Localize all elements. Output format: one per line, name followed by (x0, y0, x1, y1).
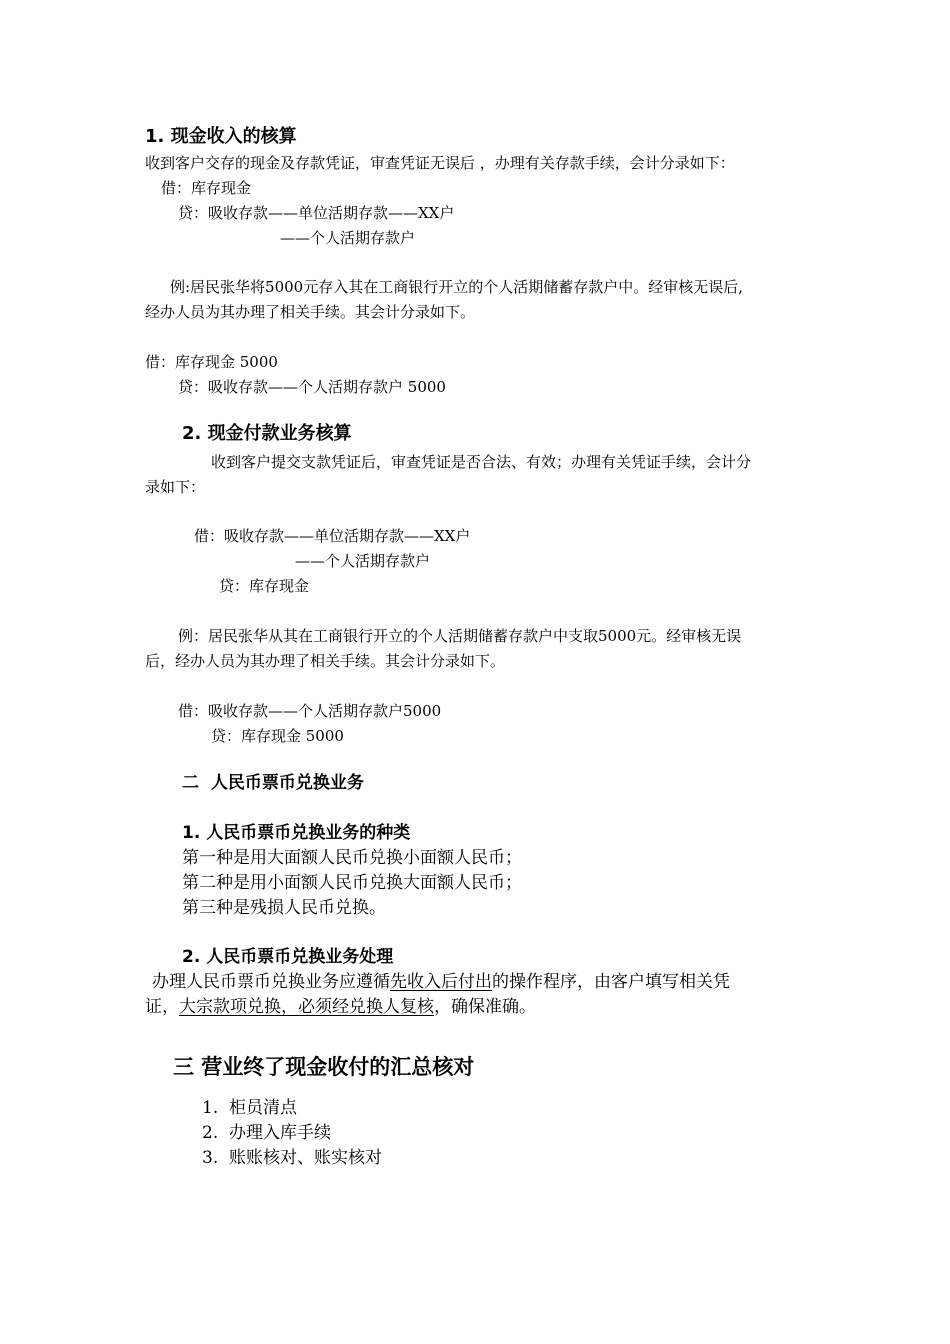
emphasis-underline: 大宗款项兑换，必须经兑换人复核 (179, 997, 434, 1017)
emphasis-underline: 先收入后付出 (390, 972, 492, 992)
section-2-debit-1: 借：吸收存款——单位活期存款——XX户 (194, 527, 471, 545)
section-1-example-debit: 借：库存现金 5000 (145, 353, 278, 371)
section-2-credit: 贷：库存现金 (219, 577, 310, 595)
section-1-heading: 1. 现金收入的核算 (145, 126, 297, 147)
section-1-intro: 收到客户交存的现金及存款凭证，审查凭证无误后 ，办理有关存款手续，会计分录如下： (145, 154, 735, 172)
part-3-heading: 三 营业终了现金收付的汇总核对 (173, 1055, 475, 1079)
section-2-example-line-2: 后，经办人员为其办理了相关手续。其会计分录如下。 (145, 652, 506, 670)
part-3-item: 3. 账账核对、账实核对 (202, 1148, 383, 1168)
section-2-heading: 2. 现金付款业务核算 (182, 423, 352, 444)
part-2-sub-1-item: 第一种是用大面额人民币兑换小面额人民币； (182, 848, 522, 868)
part-2-sub-1-item: 第三种是残损人民币兑换。 (182, 898, 386, 918)
section-2-debit-2: ——个人活期存款户 (295, 552, 431, 570)
section-2-example-debit: 借：吸收存款——个人活期存款户5000 (178, 702, 442, 720)
part-2-sub-2-line-1: 办理人民币票币兑换业务应遵循先收入后付出的操作程序，由客户填写相关凭 (152, 972, 730, 992)
section-2-intro-line-1: 收到客户提交支款凭证后，审查凭证是否合法、有效；办理有关凭证手续，会计分 (211, 453, 752, 471)
section-1-example-credit: 贷：吸收存款——个人活期存款户 5000 (178, 378, 446, 396)
part-2-sub-1-item: 第二种是用小面额人民币兑换大面额人民币； (182, 873, 522, 893)
section-1-example-line-1: 例:居民张华将5000元存入其在工商银行开立的个人活期储蓄存款户中。经审核无误后, (170, 278, 743, 296)
section-1-example-line-2: 经办人员为其办理了相关手续。其会计分录如下。 (145, 303, 476, 321)
part-2-sub-1-heading: 1. 人民币票币兑换业务的种类 (182, 823, 411, 843)
section-1-debit: 借：库存现金 (161, 179, 252, 197)
section-2-intro-line-2: 录如下： (145, 478, 206, 496)
part-3-item: 1. 柜员清点 (202, 1098, 298, 1118)
section-1-credit-2: ——个人活期存款户 (280, 229, 416, 247)
section-2-example-line-1: 例：居民张华从其在工商银行开立的个人活期储蓄存款户中支取5000元。经审核无误 (178, 627, 742, 645)
part-2-heading: 二 人民币票币兑换业务 (182, 773, 364, 793)
section-1-credit-1: 贷：吸收存款——单位活期存款——XX户 (178, 204, 455, 222)
section-2-example-credit: 贷：库存现金 5000 (211, 727, 344, 745)
part-2-sub-2-line-2: 证，大宗款项兑换，必须经兑换人复核，确保准确。 (145, 997, 536, 1017)
part-2-sub-2-heading: 2. 人民币票币兑换业务处理 (182, 947, 394, 967)
part-3-item: 2. 办理入库手续 (202, 1123, 332, 1143)
